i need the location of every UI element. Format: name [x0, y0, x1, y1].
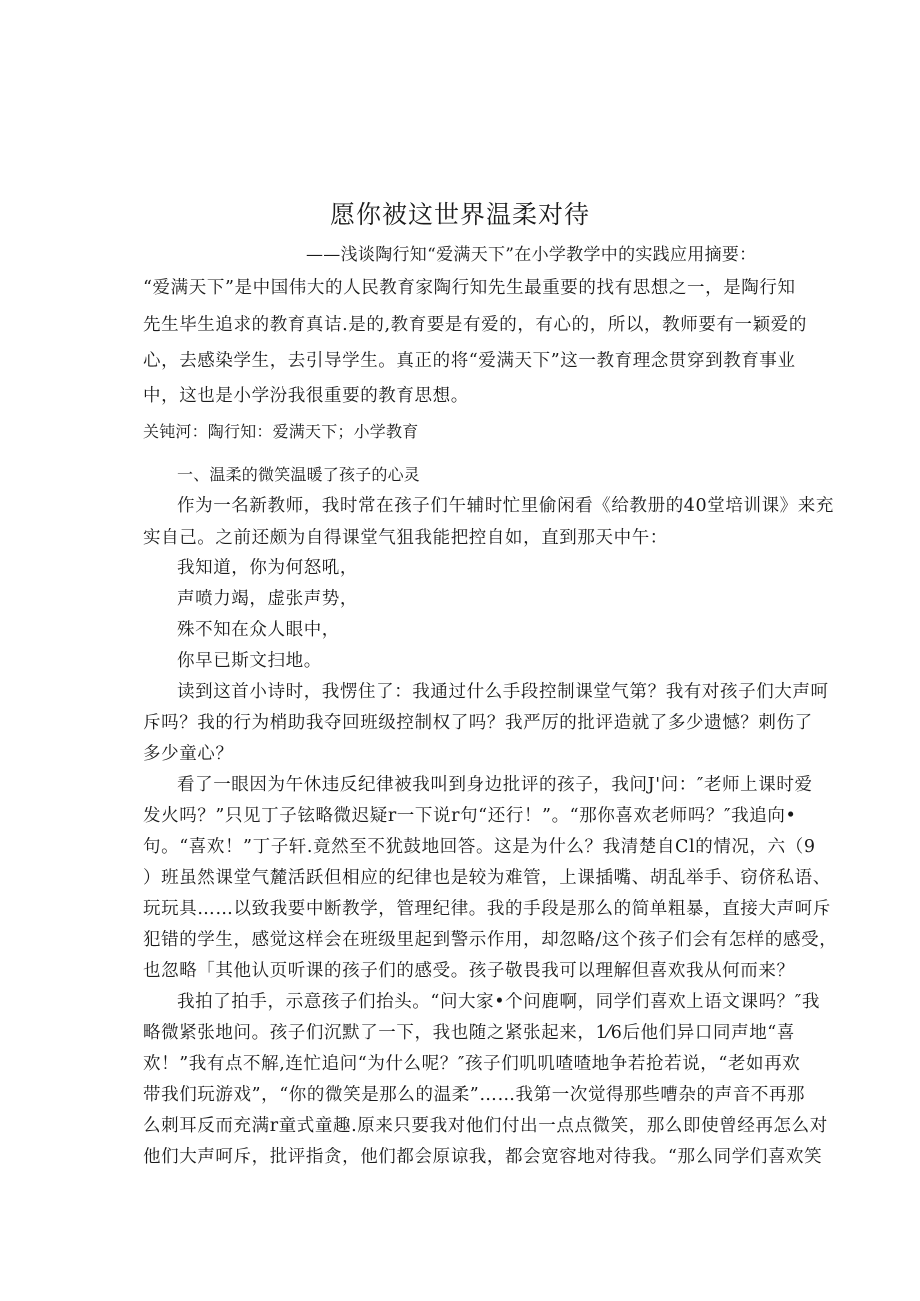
subtitle: ——浅谈陶行知“爱满天下”在小学教学中的实践应用摘要：: [306, 245, 757, 265]
abstract-line: 中，这也是小学汾我很重要的教育思想。: [143, 386, 469, 406]
paragraph-line: 发火吗？”只见丁子铉略微迟疑r一下说r句“还行！”。“那你喜欢老师吗？″我追向•: [143, 806, 797, 826]
paragraph-line: 欢！”我有点不解,连忙追问“为什么呢？″孩子们叽叽喳喳地争若抢若说，“老如再欢: [143, 1054, 801, 1074]
paragraph-line: 玩玩具……以致我要中断教学，管理纪律。我的手段是那么的简单粗暴，直接大声呵斥: [143, 899, 831, 919]
paragraph-line: 他们大声呵斥，批评指贪，他们都会原谅我，都会宽容地对待我。“那么同学们喜欢笑: [143, 1147, 823, 1167]
paragraph-line: 带我们玩游戏”，“你的微笑是那么的温柔”……我第一次觉得那些嘈杂的声音不再那: [143, 1085, 806, 1105]
section-heading: 一、温柔的微笑温暖了孩子的心灵: [177, 465, 421, 484]
poem-line: 你早已斯文扫地。: [177, 651, 322, 671]
paragraph-line: 句。“喜欢！”丁子轩.竟然至不犹鼓地回答。这是为什么？我清楚自Cl的情况，六（9: [143, 837, 816, 857]
paragraph-line: 读到这首小诗时，我愣住了：我通过什么手段控制课堂气第？我有对孩子们大声呵: [177, 682, 829, 702]
paragraph-line: 斥吗？我的行为梢助我夺回班级控制权了吗？我严厉的批评造就了多少遗憾？刺伤了: [143, 713, 813, 733]
paragraph-line: 犯错的学生，感觉这样会在班级里起到警示作用，却忽略/这个孩子们会有怎样的感受，: [143, 930, 838, 950]
poem-line: 声喷力竭，虚张声势，: [177, 589, 358, 609]
poem-line: 殊不知在众人眼中，: [177, 620, 340, 640]
paragraph-line: 实自己。之前还颇为自得课堂气狙我能把控自如，直到那天中午：: [143, 528, 668, 548]
paragraph-line: 我拍了拍手，示意孩子们抬头。“问大家•个问鹿啊，同学们喜欢上语文课吗？″我: [177, 992, 821, 1012]
abstract-line: 先生毕生追求的教育真诘.是的,教育要是有爱的，有心的，所以，教师要有一颖爱的: [143, 315, 807, 335]
paragraph-line: 作为一名新教师，我时常在孩子们午辅时忙里偷闲看《给教册的40堂培训课》来充: [177, 496, 834, 516]
paragraph-line: 多少童心？: [143, 744, 234, 764]
keywords-line: 关钝河：陶行知：爱满天下；小学教育: [143, 422, 419, 441]
paragraph-line: 略微紧张地问。孩子们沉默了一下，我也随之紧张起来，1⁄6后他们异口同声地“喜: [143, 1023, 795, 1043]
paragraph-line: 也忽略「其他认页听课的孩子们的感受。孩子敬畏我可以理解但喜欢我从何而来？: [143, 961, 795, 981]
paragraph-line: 么刺耳反而充满r童式童趣.原来只要我对他们付出一点点微笑，那么即使曾经再怎么对: [143, 1116, 828, 1136]
abstract-line: 心，去感染学生，去引导学生。真正的将“爱满天下”这一教育理念贯穿到教育事业: [143, 351, 796, 371]
paragraph-line: ）班虽然课堂气麓活跃但相应的纪律也是较为难管，上课插嘴、胡乱举手、窃侪私语、: [143, 868, 831, 888]
paragraph-line: 看了一眼因为午休违反纪律被我叫到身边批评的孩子，我问J'问：″老师上课时爱: [177, 775, 813, 795]
poem-line: 我知道，你为何怒吼，: [177, 558, 358, 578]
abstract-line: “爱满天下”是中国伟大的人民教育家陶行知先生最重要的找有思想之一，是陶行知: [143, 278, 796, 298]
page-title: 愿你被这世界温柔对待: [329, 200, 590, 229]
